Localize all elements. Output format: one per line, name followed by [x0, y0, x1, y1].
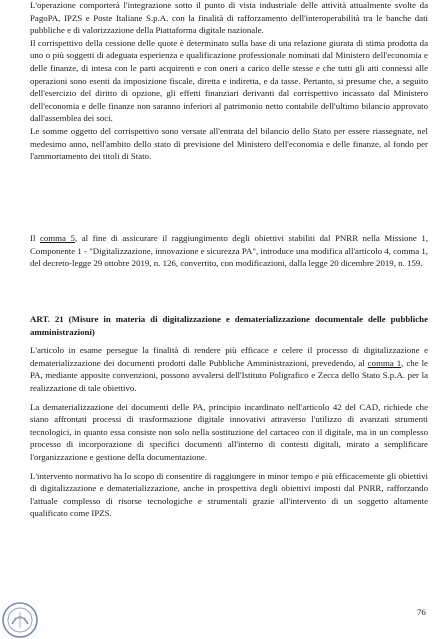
art21-intro-rest: , che le PA, mediante apposite convenzioni, possono avvalersi dell'Istituto Poligrafico e Zecca dello Stato S.p.A. per la realizzazione di tale obiettivo. — [30, 357, 428, 393]
paragraph-operazione: L'operazione comporterà l'integrazione sotto il punto di vista industriale delle attività attualmente svolte da PagoPA, IPZS e Poste Italiane S.p.A. con la finalità di rafforzamento dell'interoperabilità tra le banche dati pubbliche e di valorizzazione della Piattaforma digitale nazionale. — [30, 0, 428, 36]
page-number: 76 — [417, 607, 426, 617]
comma5-prefix: Il — [30, 233, 40, 243]
paragraph-corrispettivo: Il corrispettivo della cessione delle quote è determinato sulla base di una relazione giurata di stima prodotta da uno o più soggetti di adeguata esperienza e qualificazione professionale nominati dal Ministero dell'economia e delle finanze, di intesa con le parti acquirenti e con oneri a carico delle stesse e che tutti gli atti connessi alle operazioni sono esenti da imposizione fiscale, diretta e indiretta, e da tasse. Pertanto, si presume che, a seguito dell'esercizio del diritto di opzione, gli effetti finanziari derivanti dal corrispettivo incassato dal Ministero dell'economia e delle finanze non saranno inferiori al patrimonio netto contabile dell'ultimo bilancio approvato dall'assemblea dei soci. — [30, 37, 428, 124]
seal-logo-icon — [0, 596, 40, 639]
paragraph-intervento: L'intervento normativo ha lo scopo di consentire di raggiungere in minor tempo e più efficacemente gli obiettivi di digitalizzazione e dematerializzazione, anche in prospettiva degli obiettivi imposti dal PNRR, rafforzando l'attuale complesso di risorse tecnologiche e strumentali grazie all'intervento di un soggetto altamente qualificato come IPZS. — [30, 470, 428, 519]
paragraph-art21-intro — [30, 344, 428, 394]
paragraph-dematerializzazione: La dematerializzazione dei documenti delle PA, principio incardinato nell'articolo 42 del CAD, richiede che siano affrontati processi di trasformazione digitale innovativi attraverso l'utilizzo di avanzati strumenti tecnologici, in quanto essa consiste non solo nella sostituzione del cartaceo con il digitale, ma in un complesso processo di incorporazione di specifici documenti all'interno di contesti digitali, mirato a semplificare l'organizzazione e gestione della documentazione. — [30, 401, 428, 462]
article-heading: ART. 21 (Misure in materia di digitalizzazione e dematerializzazione documentale delle pubbliche amministrazioni) — [30, 314, 428, 337]
comma1-link[interactable]: comma 1 — [367, 357, 402, 368]
paragraph-comma5 — [30, 232, 428, 270]
section-comma5 — [30, 232, 428, 270]
paragraph-somme: Le somme oggetto del corrispettivo sono versate all'entrata del bilancio dello Stato per essere riassegnate, nel medesimo anno, nell'ambito dello stato di previsione del Ministero dell'economia e delle finanze, al fondo per l'ammortamento dei titoli di Stato. — [30, 125, 428, 162]
art21-intro-text: L'articolo in esame persegue la finalità di rendere più efficace e celere il processo di digitalizzazione e dematerializzazione dei documenti prodotti dalle Pubbliche Amministrazioni, prevedendo, al — [30, 345, 428, 368]
section-intro — [30, 0, 428, 163]
comma5-text: , al fine di assicurare il raggiungimento degli obiettivi stabiliti dal PNRR nella Missione 1, Componente 1 - "Digitalizzazione, innovazione e sicurezza PA", introduce una modifica all'articolo 4, comma 1, del decreto-legge 29 ottobre 2019, n. 126, convertito, con modificazioni, dalla legge 20 dicembre 2019, n. 159. — [30, 233, 428, 269]
comma5-link[interactable]: comma 5 — [39, 233, 75, 243]
section-art21 — [30, 313, 428, 520]
